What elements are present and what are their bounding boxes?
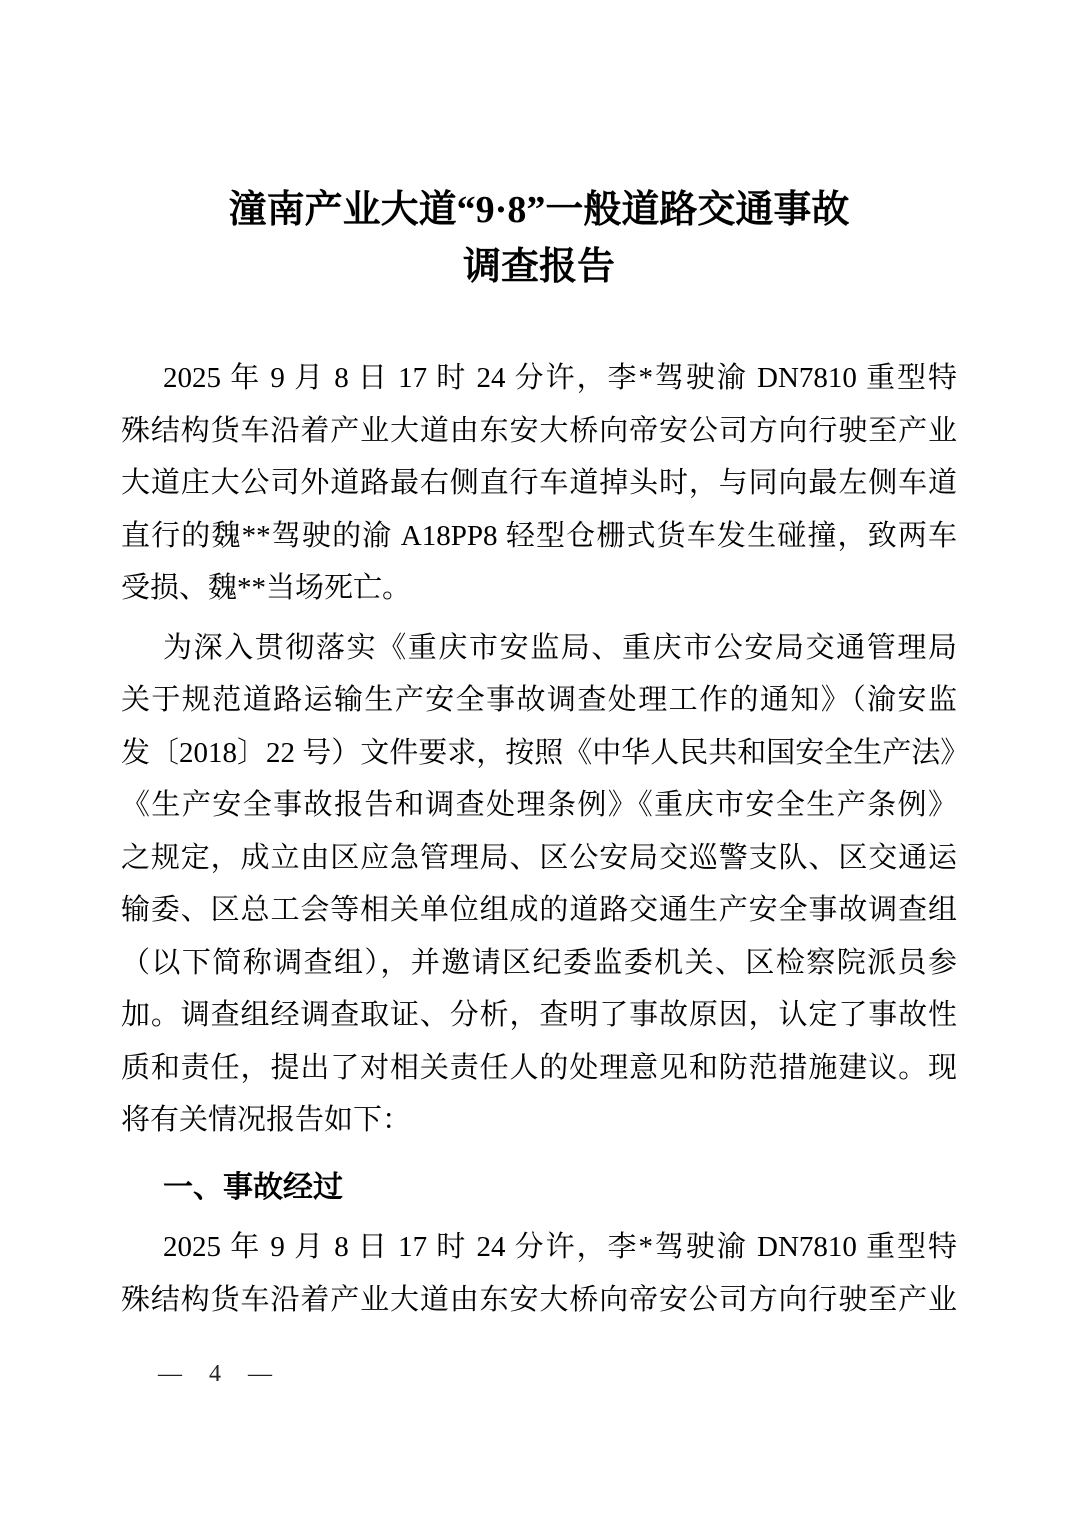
text-line: 加。调查组经调查取证、分析，查明了事故原因，认定了事故性 <box>121 999 957 1031</box>
document-title <box>121 182 957 296</box>
text-line: 直行的魏**驾驶的渝 A18PP8 轻型仓栅式货车发生碰撞，致两车 <box>121 519 957 552</box>
text-line: 为深入贯彻落实《重庆市安监局、重庆市公安局交通管理局 <box>163 631 957 664</box>
text-line: 受损、魏**当场死亡。 <box>121 572 412 604</box>
text-line: 大道庄大公司外道路最右侧直行车道掉头时，与同向最左侧车道 <box>121 467 957 499</box>
document-title-line2: 调查报告 <box>462 246 615 288</box>
text-line: 2025 年 9 月 8 日 17 时 24 分许，李*驾驶渝 DN7810 重型特 <box>163 1231 957 1263</box>
section-heading <box>121 1162 957 1215</box>
text-line: 发〔2018〕22 号）文件要求，按照《中华人民共和国安全生产法》 <box>121 736 970 769</box>
paragraph <box>121 352 957 615</box>
text-line: 一、事故经过 <box>163 1170 343 1204</box>
body-paragraphs <box>121 352 970 1326</box>
document-title-line1: 潼南产业大道“9·8”一般道路交通事故 <box>228 189 850 231</box>
text-line: 殊结构货车沿着产业大道由东安大桥向帝安公司方向行驶至产业 <box>121 1283 957 1316</box>
text-line: 之规定，成立由区应急管理局、区公安局交巡警支队、区交通运 <box>121 841 957 874</box>
text-line: （以下简称调查组），并邀请区纪委监委机关、区检察院派员参 <box>121 946 957 979</box>
page-number: 4 <box>209 1361 221 1387</box>
page-footer <box>158 1358 272 1390</box>
text-line: 殊结构货车沿着产业大道由东安大桥向帝安公司方向行驶至产业 <box>121 414 957 447</box>
footer-left-dash: — <box>158 1361 182 1387</box>
text-line: 质和责任，提出了对相关责任人的处理意见和防范措施建议。现 <box>121 1051 957 1084</box>
paragraph <box>121 1221 957 1326</box>
text-line: 将有关情况报告如下： <box>121 1104 412 1136</box>
footer-right-dash: — <box>248 1361 272 1387</box>
text-line: 关于规范道路运输生产安全事故调查处理工作的通知》（渝安监 <box>121 684 957 716</box>
text-line: 输委、区总工会等相关单位组成的道路交通生产安全事故调查组 <box>121 894 957 926</box>
paragraph <box>121 622 970 1147</box>
text-line: 2025 年 9 月 8 日 17 时 24 分许，李*驾驶渝 DN7810 重型特 <box>163 362 957 394</box>
text-line: 《生产安全事故报告和调查处理条例》《重庆市安全生产条例》 <box>121 789 957 821</box>
